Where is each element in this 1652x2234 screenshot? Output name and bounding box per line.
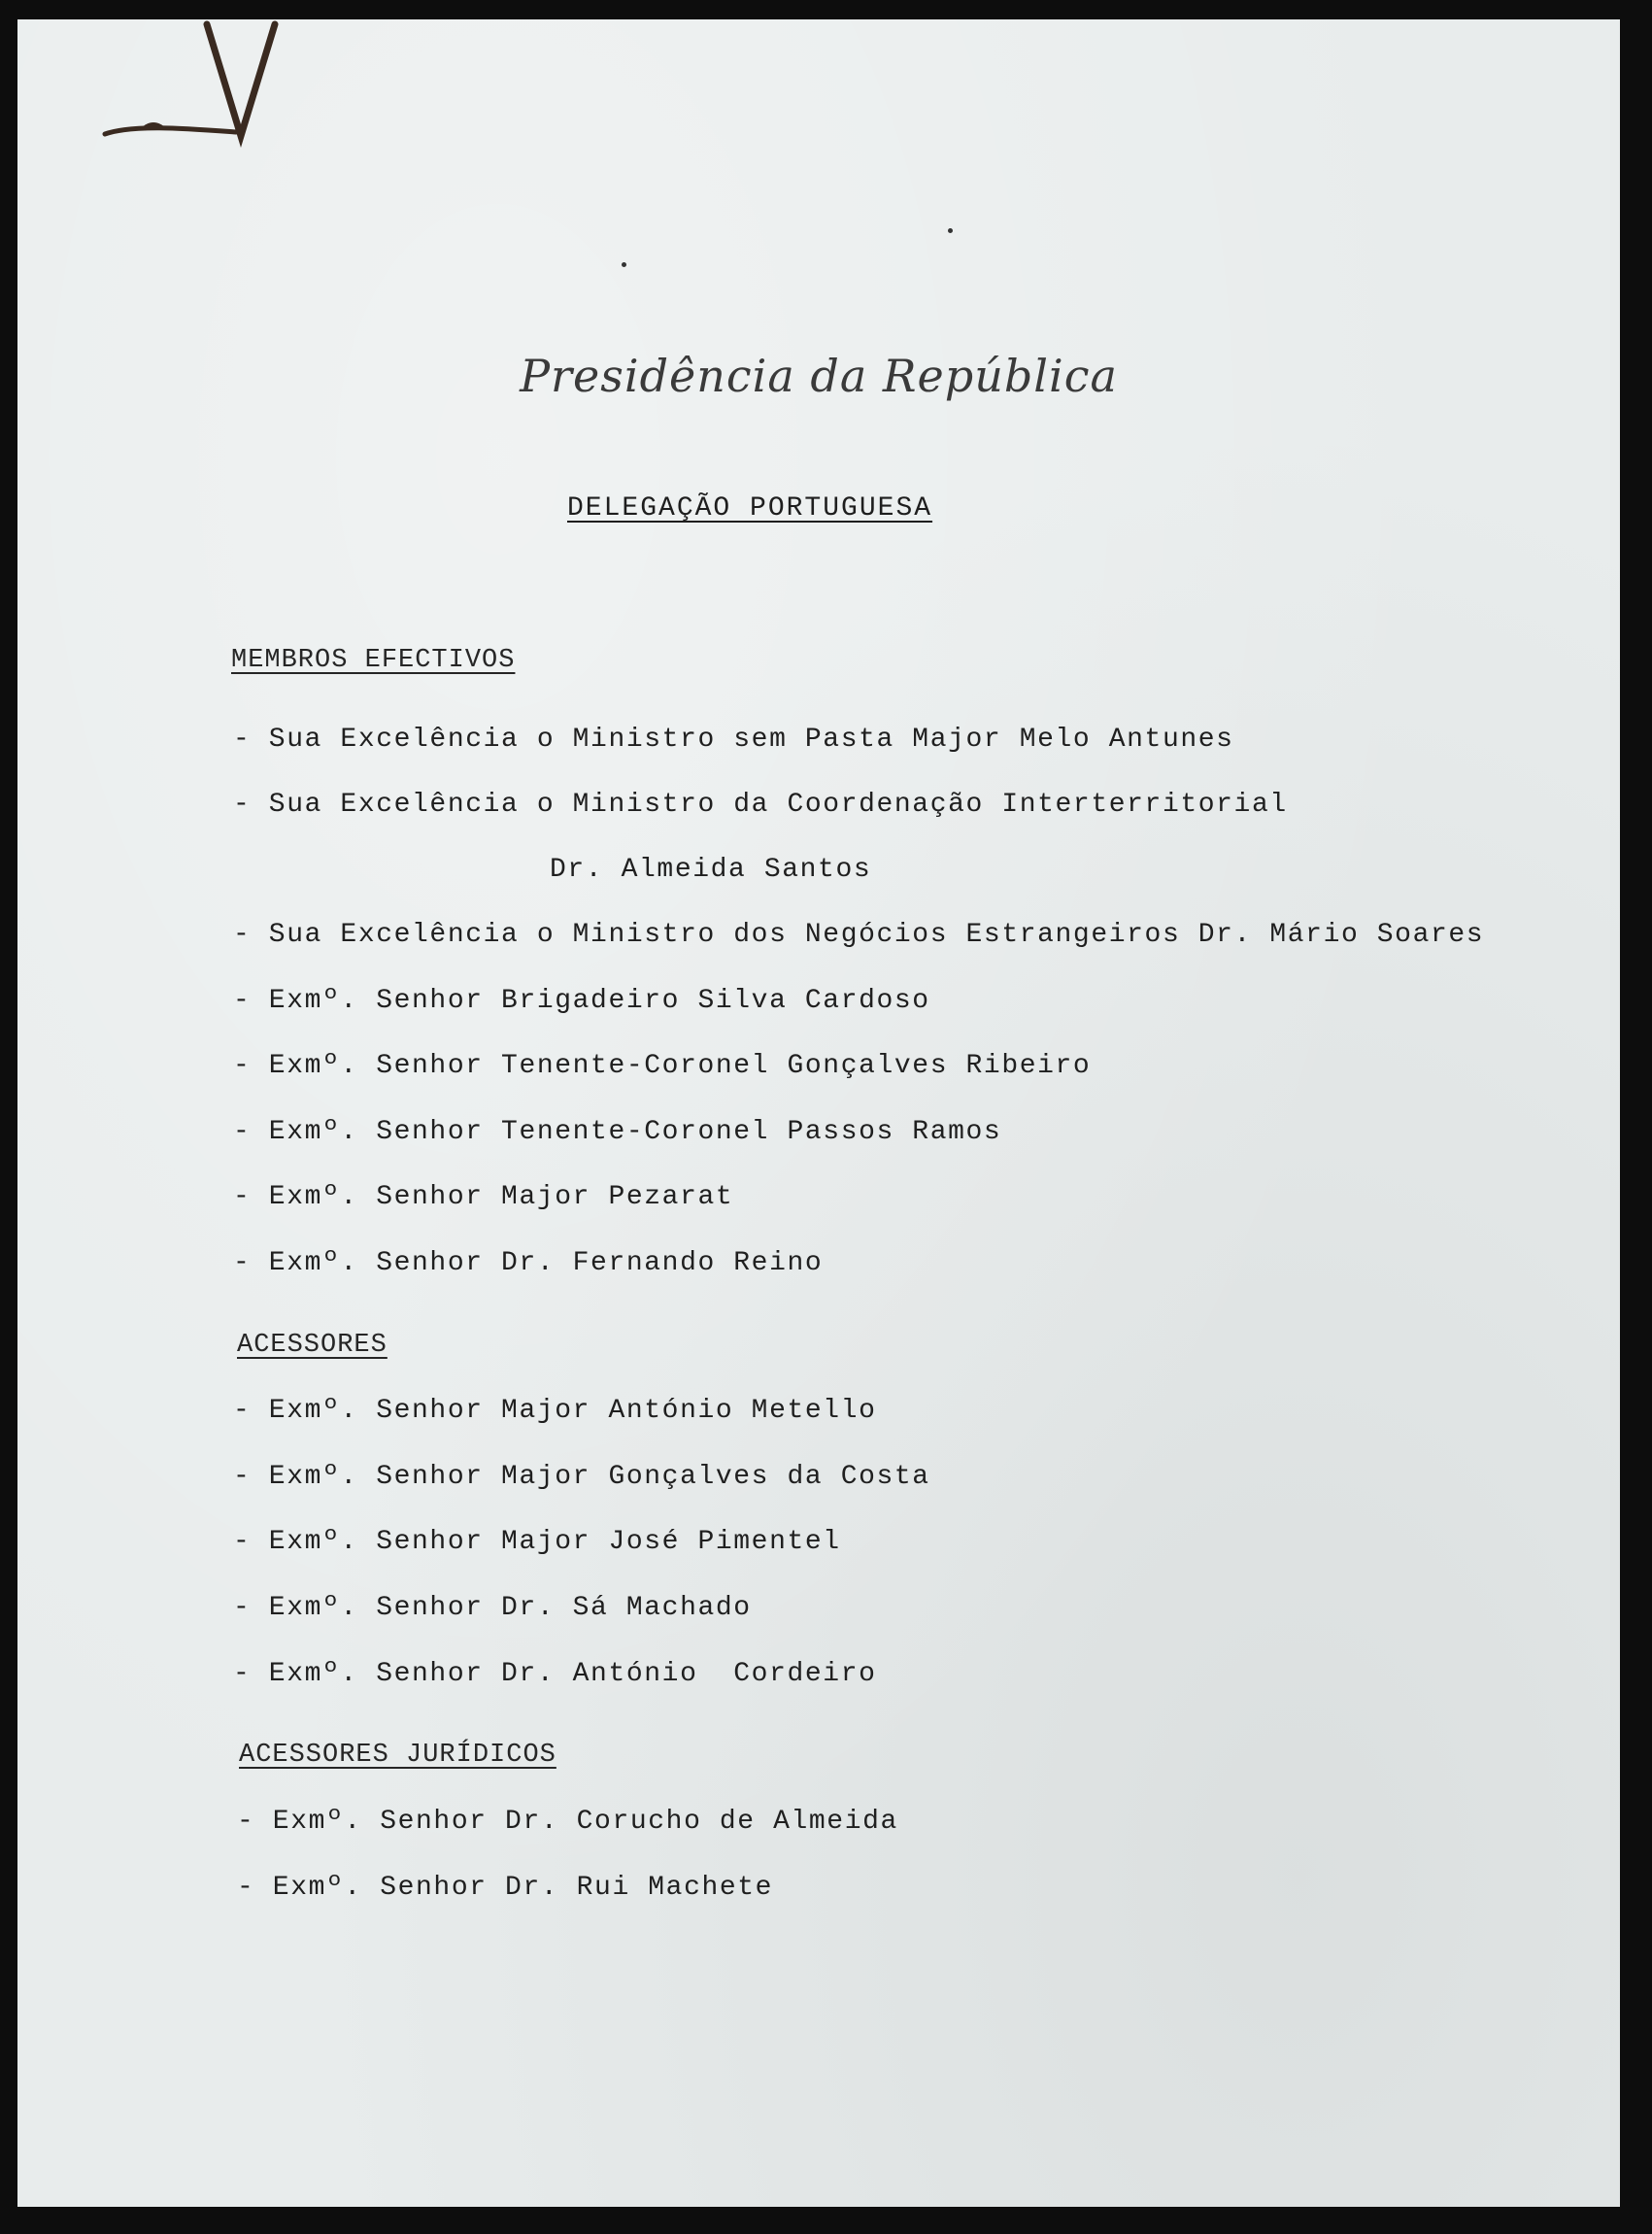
list-item: - Exmº. Senhor Major José Pimentel bbox=[233, 1527, 841, 1557]
section-heading-membros-efectivos: MEMBROS EFECTIVOS bbox=[231, 646, 516, 675]
page-title: DELEGAÇÃO PORTUGUESA bbox=[567, 493, 933, 524]
ink-speck bbox=[948, 228, 953, 233]
list-item: - Exmº. Senhor Brigadeiro Silva Cardoso bbox=[233, 986, 930, 1016]
list-item: - Exmº. Senhor Tenente-Coronel Passos Ramos bbox=[233, 1117, 1002, 1147]
list-item: - Exmº. Senhor Dr. Rui Machete bbox=[237, 1873, 774, 1903]
list-item: - Exmº. Senhor Major António Metello bbox=[233, 1396, 877, 1426]
list-item: - Exmº. Senhor Dr. Sá Machado bbox=[233, 1593, 752, 1623]
list-item: - Exmº. Senhor Tenente-Coronel Gonçalves Ribeiro bbox=[233, 1051, 1092, 1081]
list-item: - Exmº. Senhor Dr. António Cordeiro bbox=[233, 1659, 877, 1689]
section-heading-acessores: ACESSORES bbox=[237, 1331, 388, 1360]
list-item: - Sua Excelência o Ministro dos Negócios Estrangeiros Dr. Mário Soares bbox=[233, 920, 1485, 950]
handwritten-check-mark-icon bbox=[76, 19, 309, 175]
ink-speck bbox=[622, 262, 626, 267]
list-item: - Sua Excelência o Ministro sem Pasta Major Melo Antunes bbox=[233, 725, 1234, 755]
document-page bbox=[17, 19, 1620, 2207]
section-heading-acessores-juridicos: ACESSORES JURÍDICOS bbox=[239, 1741, 556, 1770]
list-item-continuation: Dr. Almeida Santos bbox=[550, 855, 872, 885]
list-item: - Sua Excelência o Ministro da Coordenação Interterritorial bbox=[233, 790, 1288, 820]
letterhead: Presidência da República bbox=[520, 350, 1118, 402]
list-item: - Exmº. Senhor Dr. Fernando Reino bbox=[233, 1248, 824, 1278]
list-item: - Exmº. Senhor Major Gonçalves da Costa bbox=[233, 1462, 930, 1492]
list-item: - Exmº. Senhor Dr. Corucho de Almeida bbox=[237, 1807, 898, 1837]
list-item: - Exmº. Senhor Major Pezarat bbox=[233, 1182, 734, 1212]
